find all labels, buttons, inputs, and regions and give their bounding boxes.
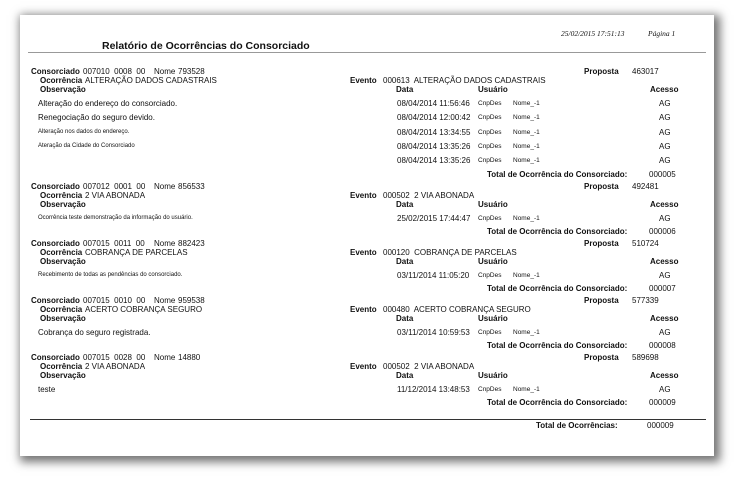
total-geral-value: 000009 bbox=[647, 421, 674, 430]
usuario-code-cell: CnpDes bbox=[478, 215, 502, 222]
usuario-header: Usuário bbox=[478, 314, 508, 323]
evento-label: Evento bbox=[350, 305, 377, 314]
data-cell: 08/04/2014 13:35:26 bbox=[397, 141, 471, 151]
usuario-name-cell: Nome_-1 bbox=[513, 386, 540, 393]
evento-value: 000480 ACERTO COBRANÇA SEGURO bbox=[383, 305, 531, 314]
total-geral-label: Total de Ocorrências: bbox=[536, 421, 618, 430]
usuario-name-cell: Nome_-1 bbox=[513, 272, 540, 279]
data-header: Data bbox=[396, 85, 414, 94]
total-consorciado-label: Total de Ocorrência do Consorciado: bbox=[487, 169, 628, 179]
usuario-code-cell: CnpDes bbox=[478, 386, 502, 393]
ocorrencia-label: Ocorrência bbox=[40, 305, 83, 314]
consorciado-code: 007015 0028 00 bbox=[83, 353, 146, 362]
proposta-label: Proposta bbox=[584, 296, 619, 305]
nome-value: 793528 bbox=[178, 67, 205, 76]
usuario-code-cell: CnpDes bbox=[478, 100, 502, 107]
observacao-cell: Alteração do endereço do consorciado. bbox=[38, 99, 178, 108]
evento-label: Evento bbox=[350, 248, 377, 257]
proposta-label: Proposta bbox=[584, 182, 619, 191]
usuario-header: Usuário bbox=[478, 257, 508, 266]
ocorrencia-label: Ocorrência bbox=[40, 362, 83, 371]
evento-value: 000502 2 VIA ABONADA bbox=[383, 191, 475, 200]
nome-value: 882423 bbox=[178, 239, 205, 248]
ocorrencia-label: Ocorrência bbox=[40, 76, 83, 85]
nome-value: 959538 bbox=[178, 296, 205, 305]
ocorrencia-value: COBRANÇA DE PARCELAS bbox=[85, 248, 188, 257]
nome-label: Nome bbox=[154, 67, 176, 76]
data-cell: 08/04/2014 13:34:55 bbox=[397, 127, 471, 137]
acesso-header: Acesso bbox=[650, 257, 679, 266]
proposta-value: 463017 bbox=[632, 67, 659, 76]
nome-label: Nome bbox=[154, 182, 176, 191]
data-header: Data bbox=[396, 200, 414, 209]
acesso-cell: AG bbox=[659, 214, 671, 223]
total-consorciado-value: 000006 bbox=[649, 227, 676, 237]
proposta-value: 510724 bbox=[632, 239, 659, 248]
usuario-name-cell: Nome_-1 bbox=[513, 215, 540, 222]
page-number: Página 1 bbox=[648, 29, 676, 38]
data-header: Data bbox=[396, 314, 414, 323]
observacao-header: Observação bbox=[40, 85, 86, 94]
report-date: 25/02/2015 17:51:13 bbox=[561, 29, 625, 38]
total-consorciado-label: Total de Ocorrência do Consorciado: bbox=[487, 284, 628, 294]
usuario-name-cell: Nome_-1 bbox=[513, 100, 540, 107]
proposta-value: 589698 bbox=[632, 353, 659, 362]
data-cell: 08/04/2014 13:35:26 bbox=[397, 156, 471, 166]
ocorrencia-value: ALTERAÇÃO DADOS CADASTRAIS bbox=[85, 76, 217, 85]
consorciado-label: Consorciado bbox=[31, 182, 80, 191]
nome-value: 856533 bbox=[178, 182, 205, 191]
usuario-header: Usuário bbox=[478, 371, 508, 380]
data-cell: 03/11/2014 11:05:20 bbox=[397, 271, 470, 280]
usuario-name-cell: Nome_-1 bbox=[513, 114, 540, 122]
usuario-code-cell: CnpDes bbox=[478, 128, 502, 136]
data-cell: 08/04/2014 12:00:42 bbox=[397, 113, 471, 123]
acesso-cell: AG bbox=[659, 127, 671, 137]
evento-value: 000502 2 VIA ABONADA bbox=[383, 362, 475, 371]
usuario-code-cell: CnpDes bbox=[478, 114, 502, 122]
data-cell: 03/11/2014 10:59:53 bbox=[397, 328, 470, 337]
nome-label: Nome bbox=[154, 296, 176, 305]
data-cell: 11/12/2014 13:48:53 bbox=[397, 385, 470, 394]
proposta-label: Proposta bbox=[584, 353, 619, 362]
acesso-cell: AG bbox=[659, 113, 671, 123]
observacao-cell: Ateração da Cidade do Consorciado bbox=[38, 142, 135, 149]
usuario-name-cell: Nome_-1 bbox=[513, 128, 540, 136]
report-title: Relatório de Ocorrências do Consorciado bbox=[102, 40, 310, 52]
acesso-cell: AG bbox=[659, 156, 671, 166]
consorciado-label: Consorciado bbox=[31, 239, 80, 248]
nome-label: Nome bbox=[154, 353, 176, 362]
acesso-cell: AG bbox=[659, 99, 671, 108]
consorciado-code: 007015 0010 00 bbox=[83, 296, 146, 305]
ocorrencia-value: 2 VIA ABONADA bbox=[85, 362, 146, 371]
evento-label: Evento bbox=[350, 191, 377, 200]
nome-label: Nome bbox=[154, 239, 176, 248]
usuario-name-cell: Nome_-1 bbox=[513, 157, 540, 165]
total-consorciado-label: Total de Ocorrência do Consorciado: bbox=[487, 227, 628, 237]
observacao-cell: Recebimento de todas as pendências do consorciado. bbox=[38, 272, 183, 278]
ocorrencia-value: ACERTO COBRANÇA SEGURO bbox=[85, 305, 203, 314]
observacao-header: Observação bbox=[40, 257, 86, 266]
ocorrencia-value: 2 VIA ABONADA bbox=[85, 191, 146, 200]
proposta-value: 577339 bbox=[632, 296, 659, 305]
ocorrencia-label: Ocorrência bbox=[40, 191, 83, 200]
ocorrencia-label: Ocorrência bbox=[40, 248, 83, 257]
data-header: Data bbox=[396, 257, 414, 266]
consorciado-label: Consorciado bbox=[31, 353, 80, 362]
usuario-code-cell: CnpDes bbox=[478, 272, 502, 279]
acesso-header: Acesso bbox=[650, 314, 679, 323]
usuario-code-cell: CnpDes bbox=[478, 157, 502, 165]
data-header: Data bbox=[396, 371, 414, 380]
acesso-cell: AG bbox=[659, 328, 671, 337]
proposta-value: 492481 bbox=[632, 182, 659, 191]
evento-label: Evento bbox=[350, 362, 377, 371]
data-cell: 25/02/2015 17:44:47 bbox=[397, 214, 471, 223]
header-divider bbox=[28, 52, 706, 53]
report-page bbox=[20, 15, 714, 456]
evento-value: 000613 ALTERAÇÃO DADOS CADASTRAIS bbox=[383, 76, 546, 85]
total-consorciado-value: 000005 bbox=[649, 169, 676, 179]
total-consorciado-value: 000009 bbox=[649, 398, 676, 408]
total-consorciado-label: Total de Ocorrência do Consorciado: bbox=[487, 398, 628, 408]
footer-divider bbox=[30, 419, 706, 420]
observacao-header: Observação bbox=[40, 314, 86, 323]
consorciado-code: 007015 0011 00 bbox=[83, 239, 145, 248]
nome-value: 14880 bbox=[178, 353, 201, 362]
total-consorciado-value: 000007 bbox=[649, 284, 676, 294]
proposta-label: Proposta bbox=[584, 239, 619, 248]
acesso-cell: AG bbox=[659, 141, 671, 151]
acesso-header: Acesso bbox=[650, 85, 679, 94]
consorciado-code: 007010 0008 00 bbox=[83, 67, 146, 76]
acesso-cell: AG bbox=[659, 385, 671, 394]
observacao-cell: Alteração nos dados do endereço. bbox=[38, 128, 130, 135]
consorciado-code: 007012 0001 00 bbox=[83, 182, 146, 191]
consorciado-label: Consorciado bbox=[31, 67, 80, 76]
observacao-header: Observação bbox=[40, 200, 86, 209]
acesso-header: Acesso bbox=[650, 371, 679, 380]
total-consorciado-label: Total de Ocorrência do Consorciado: bbox=[487, 341, 628, 351]
observacao-cell: Renegociação do seguro devido. bbox=[38, 113, 155, 123]
data-cell: 08/04/2014 11:56:46 bbox=[397, 99, 470, 108]
acesso-header: Acesso bbox=[650, 200, 679, 209]
usuario-name-cell: Nome_-1 bbox=[513, 142, 540, 150]
total-consorciado-value: 000008 bbox=[649, 341, 676, 351]
usuario-header: Usuário bbox=[478, 200, 508, 209]
consorciado-label: Consorciado bbox=[31, 296, 80, 305]
usuario-header: Usuário bbox=[478, 85, 508, 94]
usuario-code-cell: CnpDes bbox=[478, 329, 502, 336]
observacao-cell: Cobrança do seguro registrada. bbox=[38, 328, 151, 337]
observacao-cell: Ocorrência teste demonstração da informação do usuário. bbox=[38, 215, 193, 221]
usuario-name-cell: Nome_-1 bbox=[513, 329, 540, 336]
acesso-cell: AG bbox=[659, 271, 671, 280]
usuario-code-cell: CnpDes bbox=[478, 142, 502, 150]
evento-label: Evento bbox=[350, 76, 377, 85]
proposta-label: Proposta bbox=[584, 67, 619, 76]
evento-value: 000120 COBRANÇA DE PARCELAS bbox=[383, 248, 517, 257]
observacao-header: Observação bbox=[40, 371, 86, 380]
observacao-cell: teste bbox=[38, 385, 56, 394]
